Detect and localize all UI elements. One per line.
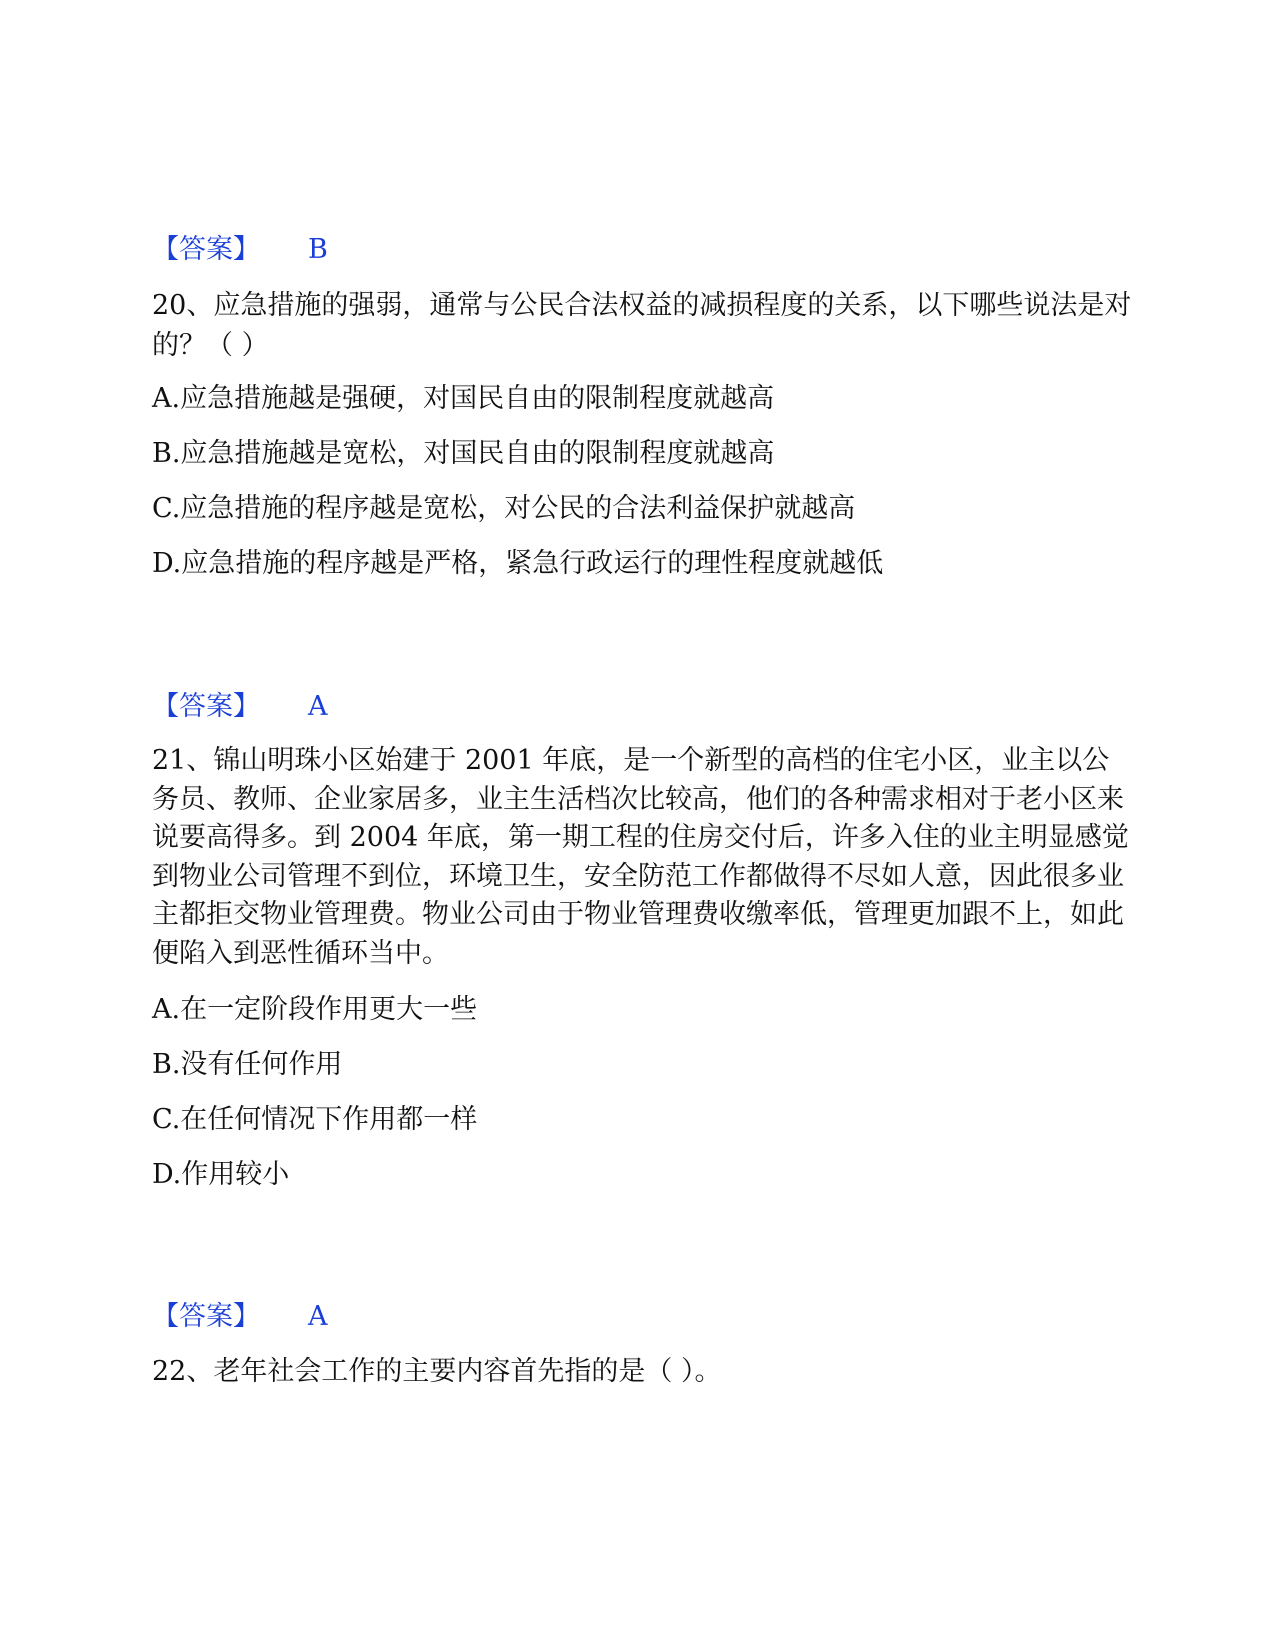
question-22: 22、老年社会工作的主要内容首先指的是（ ）。	[152, 1356, 722, 1387]
option-b: B.应急措施越是宽松，对国民自由的限制程度就越高	[152, 438, 775, 469]
option-a: A.应急措施越是强硬，对国民自由的限制程度就越高	[152, 383, 775, 414]
answer-label: 【答案】	[152, 1301, 260, 1332]
answer-value: A	[308, 1301, 328, 1332]
option-b: B.没有任何作用	[152, 1049, 343, 1080]
option-d: D.应急措施的程序越是严格，紧急行政运行的理性程度就越低	[152, 548, 884, 579]
answer-label: 【答案】	[152, 691, 260, 722]
option-d: D.作用较小	[152, 1159, 290, 1190]
answer-line	[152, 230, 328, 270]
answer-line	[152, 687, 328, 727]
option-c: C.应急措施的程序越是宽松，对公民的合法利益保护就越高	[152, 493, 856, 524]
answer-value: B	[308, 234, 328, 265]
question-21: 21、锦山明珠小区始建于 2001 年底，是一个新型的高档的住宅小区，业主以公务员、教师、企业家居多，业主生活档次比较高，他们的各种需求相对于老小区来说要高得多。到 2004 年底，第一期工程的住房交付后，许多入住的业主明显感觉到物业公司管理不到位，环境卫生，安全防范工作都做得不尽如人意，因此很多业主都拒交物业管理费。物业公司由于物业管理费收缴率低，管理更加跟不上，如此便陷入到恶性循环当中。	[152, 745, 1129, 969]
answer-value: A	[308, 691, 328, 722]
answer-label: 【答案】	[152, 234, 260, 265]
question-20: 20、应急措施的强弱，通常与公民合法权益的减损程度的关系，以下哪些说法是对的？（ ）	[152, 290, 1132, 361]
answer-line	[152, 1297, 328, 1337]
option-a: A.在一定阶段作用更大一些	[152, 994, 478, 1025]
option-c: C.在任何情况下作用都一样	[152, 1104, 478, 1135]
